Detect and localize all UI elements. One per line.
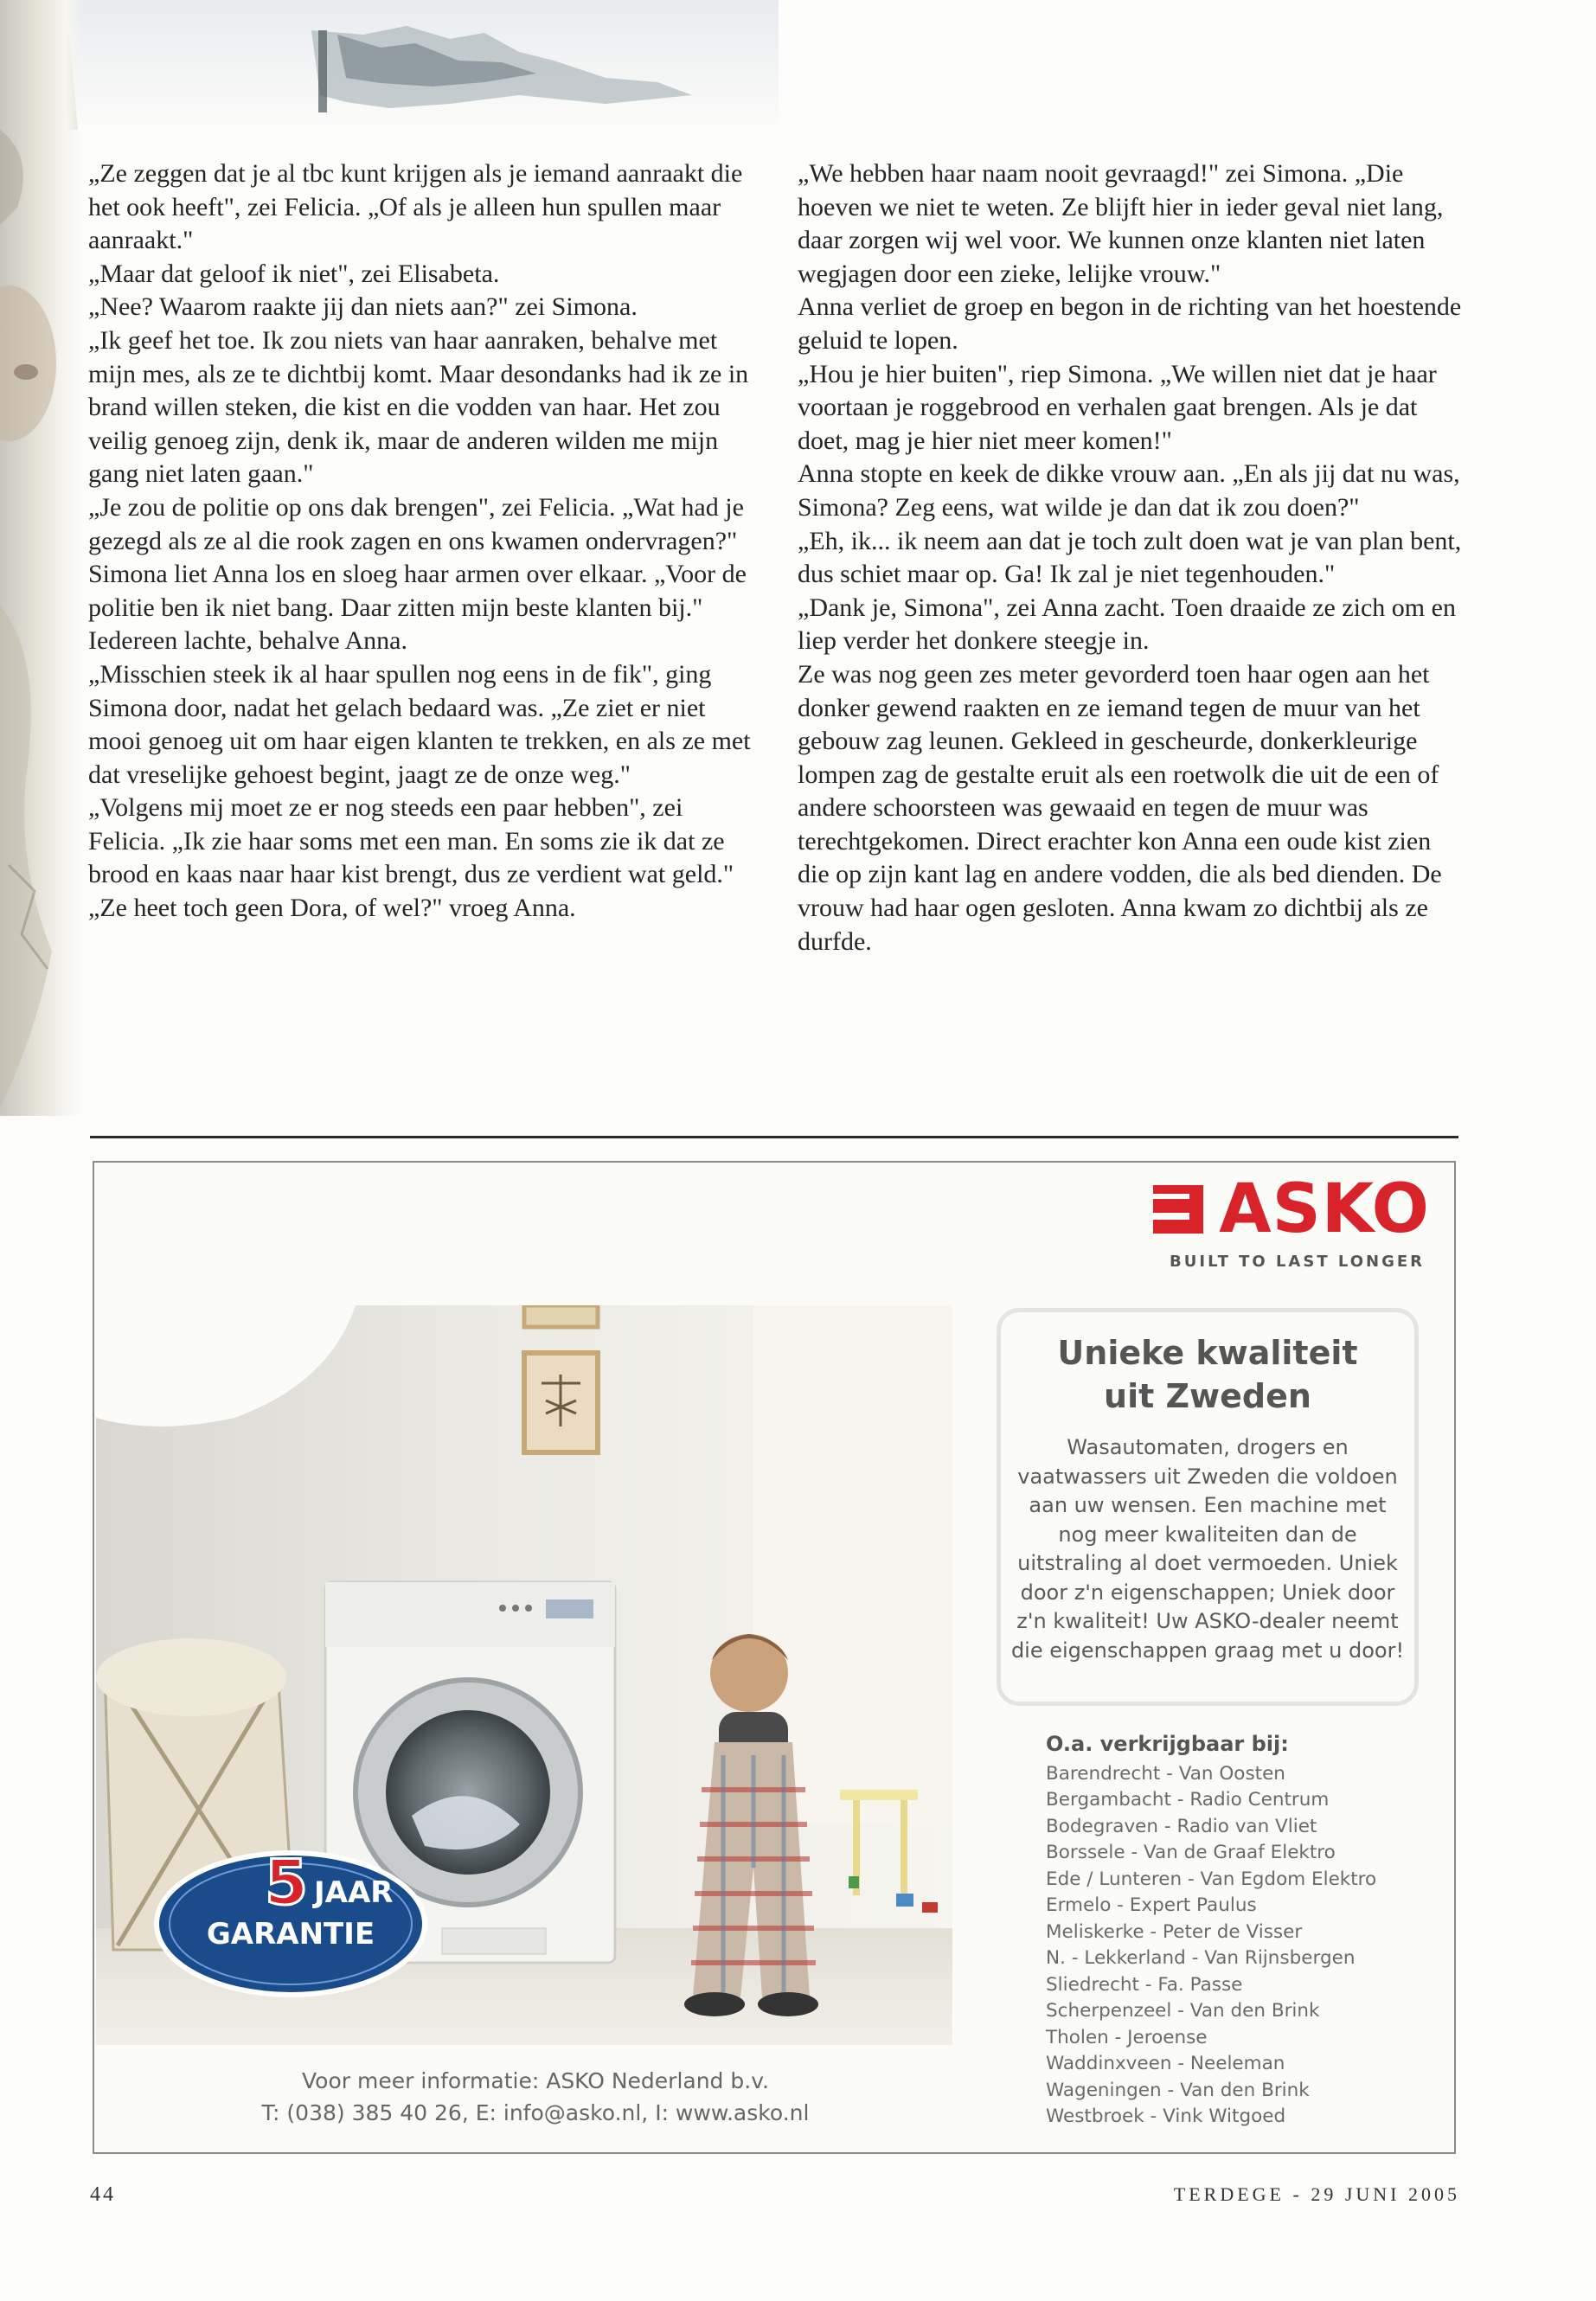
dealer-item: Scherpenzeel - Van den Brink [1046, 2000, 1320, 2022]
dealer-item: Borssele - Van de Graaf Elektro [1046, 1842, 1336, 1863]
article-column-right [798, 157, 1464, 958]
paragraph: Ze was nog geen zes meter gevorderd toen haar ogen aan het donker gewend raakten en ze iemand tegen de muur van het gebouw zag leunen. Gekleed in gescheurde, donkerkleurige lompen zag de gestalte eruit als een roetwolk die uit de een of andere schoorsteen was gewaaid en tegen de muur was terechtgekomen. Direct erachter kon Anna een oude kist zien die op zijn kant lag en andere vodden, die als bed dienden. De vrouw had haar ogen gesloten. Anna kwam zo dichtbij als ze durfde. [798, 659, 1442, 956]
page-number: 44 [90, 2183, 116, 2206]
paragraph: „Volgens mij moet ze er nog steeds een paar hebben", zei Felicia. „Ik zie haar soms met een man. En soms zie ik dat ze brood en kaas naar haar kist brengt, dus ze verdient wat geld." [88, 793, 734, 889]
side-artwork-image [0, 0, 82, 1116]
paragraph: Anna stopte en keek de dikke vrouw aan. „En als jij dat nu was, Simona? Zeg eens, wat wilde je dan dat ik zou doen?" [798, 459, 1460, 522]
brand-name: ASKO [1219, 1170, 1430, 1248]
dealer-item: Sliedrecht - Fa. Passe [1046, 1973, 1243, 1996]
dealer-item: Ede / Lunteren - Van Egdom Elektro [1046, 1868, 1377, 1890]
contact-details[interactable]: T: (038) 385 40 26, E: info@asko.nl, I: www.asko.nl [261, 2100, 810, 2125]
dealer-item: Wageningen - Van den Brink [1046, 2079, 1310, 2101]
dealer-item: Bergambacht - Radio Centrum [1046, 1789, 1330, 1811]
paragraph: „Misschien steek ik al haar spullen nog eens in de fik", ging Simona door, nadat het gelach bedaard was. „Ze ziet er niet mooi genoeg uit om haar eigen klanten te trekken, en als ze met dat vreselijke gehoest begint, jaagt ze de onze weg." [88, 659, 751, 789]
paragraph: „We hebben haar naam nooit gevraagd!" zei Simona. „Die hoeven we niet te weten. Ze blijft hier in ieder geval niet lang, daar zorgen wij wel voor. We kunnen onze klanten niet laten wegjagen door een zieke, lelijke vrouw." [798, 159, 1444, 288]
asko-logo-mark-icon [1150, 1182, 1207, 1237]
paragraph: Iedereen lachte, behalve Anna. [88, 626, 407, 656]
paragraph: „Nee? Waarom raakte jij dan niets aan?" zei Simona. [88, 292, 638, 322]
laundry-photo [96, 1305, 952, 2045]
header-artwork [0, 0, 779, 130]
guarantee-unit: JAAR [314, 1875, 394, 1910]
paragraph: „Je zou de politie op ons dak brengen", zei Felicia. „Wat had je gezegd als ze al die rook zagen en ons kwamen ondervragen?" [88, 492, 744, 555]
guarantee-label: GARANTIE [206, 1917, 375, 1952]
quality-description: Wasautomaten, drogers en vaatwassers uit Zweden die voldoen aan uw wensen. Een machine met nog meer kwaliteiten dan de uitstraling al doet vermoeden. Uniek door z'n eigenschappen; Uniek door z'n kwaliteit! Uw ASKO-dealer neemt die eigenschappen graag met u door! [1010, 1435, 1405, 1663]
brand-tagline: BUILT TO LAST LONGER [1170, 1253, 1425, 1271]
contact-info [189, 2065, 881, 2129]
paragraph: Anna verliet de groep en begon in de richting van het hoestende geluid te lopen. [798, 292, 1462, 355]
dealer-item: Ermelo - Expert Paulus [1046, 1894, 1257, 1916]
dealer-item: N. - Lekkerland - Van Rijnsbergen [1046, 1947, 1356, 1969]
quality-title: Unieke kwaliteit uit Zweden [1057, 1334, 1358, 1415]
asko-logo [1150, 1170, 1430, 1271]
dealer-item: Meliskerke - Peter de Visser [1046, 1920, 1303, 1943]
header-artwork-image [0, 0, 779, 130]
dealer-list-title: O.a. verkrijgbaar bij: [1046, 1732, 1289, 1756]
paragraph: „Maar dat geloof ik niet", zei Elisabeta. [88, 259, 500, 288]
dealer-item: Waddinxveen - Neeleman [1046, 2053, 1285, 2074]
dealer-list [1046, 1731, 1426, 2131]
paragraph: „Dank je, Simona", zei Anna zacht. Toen draaide ze zich om en liep verder het donkere steegje in. [798, 593, 1456, 656]
dealer-item: Bodegraven - Radio van Vliet [1046, 1815, 1317, 1837]
paragraph: „Eh, ik... ik neem aan dat je toch zult doen wat je van plan bent, dus schiet maar op. Ga! Ik zal je niet tegenhouden." [798, 526, 1462, 589]
section-divider [90, 1136, 1458, 1138]
paragraph: Simona liet Anna los en sloeg haar armen over elkaar. „Voor de politie ben ik niet bang. Daar zitten mijn beste klanten bij." [88, 560, 747, 622]
paragraph: „Ik geef het toe. Ik zou niets van haar aanraken, behalve met mijn mes, als ze te dichtbij komt. Maar desondanks had ik ze in brand willen steken, die kist en die vodden van haar. Het zou veilig genoeg zijn, denk ik, maar de anderen wilden me mijn gang niet laten gaan." [88, 325, 749, 489]
quality-callout [997, 1308, 1419, 1706]
paragraph: „Hou je hier buiten", riep Simona. „We willen niet dat je haar voortaan je roggebrood en verhalen gaat brengen. Als je dat doet, mag je hier niet meer komen!" [798, 359, 1437, 455]
paragraph: „Ze zeggen dat je al tbc kunt krijgen als je iemand aanraakt die het ook heeft", zei Felicia. „Of als je alleen hun spullen maar aanraakt." [88, 159, 743, 255]
dealer-item: Tholen - Jeroense [1046, 2026, 1208, 2048]
guarantee-years: 5 [265, 1846, 309, 1919]
asko-advertisement [93, 1161, 1456, 2154]
side-artwork [0, 0, 82, 1116]
washing-machine-scene-image [96, 1305, 952, 2045]
paragraph: „Ze heet toch geen Dora, of wel?" vroeg Anna. [88, 894, 576, 923]
article-column-left [88, 157, 754, 926]
dealer-item: Barendrecht - Van Oosten [1046, 1762, 1285, 1785]
issue-info: TERDEGE - 29 JUNI 2005 [1173, 2183, 1460, 2205]
dealer-item: Westbroek - Vink Witgoed [1046, 2106, 1286, 2127]
contact-company: Voor meer informatie: ASKO Nederland b.v. [302, 2068, 769, 2093]
